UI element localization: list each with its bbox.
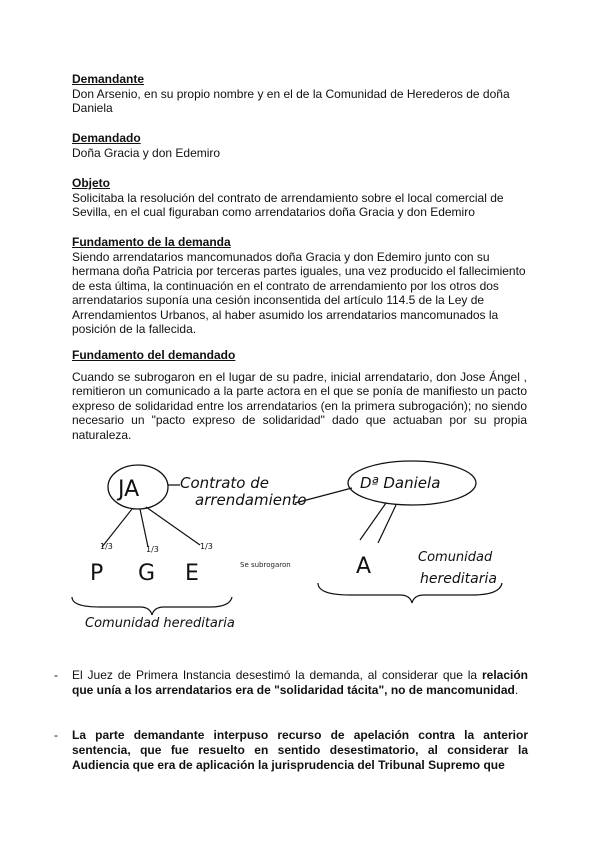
bullet-juez-bold: relación que unía a los arrendatarios era de "solidaridad tácita", no de mancomunidad [72, 668, 528, 697]
child-p-label: P [90, 561, 104, 586]
subrogaron-note: Se subrogaron [240, 561, 291, 569]
section-objeto [72, 176, 527, 220]
child-e-label: E [185, 561, 199, 586]
heading-fundamento-demanda: Fundamento de la demanda [72, 235, 231, 249]
heading-objeto: Objeto [72, 176, 110, 190]
section-demandado [72, 131, 527, 160]
bullet-juez [54, 668, 528, 698]
text-demandado: Doña Gracia y don Edemiro [72, 145, 221, 160]
bullet-juez-text [72, 668, 528, 698]
fraction-e: 1/3 [200, 542, 213, 551]
bullet-apelacion-bold: La parte demandante interpuso recurso de apelación contra la anterior sentencia, que fue resuelto en sentido desestimatorio, al considerar la Audiencia que era de aplicación la jurisprudencia del Tribunal Supremo que [72, 728, 528, 772]
child-line-g [140, 509, 148, 547]
node-ja-label: JA [118, 477, 140, 502]
child-line-e [146, 507, 200, 545]
link-label-2: arrendamiento [195, 491, 307, 509]
bullet-apelacion-text [72, 728, 528, 773]
right-label-2: hereditaria [420, 571, 497, 587]
bullet-dash: - [54, 728, 58, 742]
node-daniela-label: Dª Daniela [360, 474, 441, 492]
link-label-1: Contrato de [180, 474, 269, 492]
child-a-label: A [356, 554, 372, 579]
heading-demandante: Demandante [72, 72, 145, 86]
heading-fundamento-demandado: Fundamento del demandado [72, 348, 236, 362]
left-group-label: Comunidad hereditaria [85, 616, 235, 631]
text-fundamento-demanda: Siendo arrendatarios mancomunados doña Gracia y don Edemiro junto con su hermana doña Patricia por terceras partes iguales, una vez producido el fallecimiento de esta última, la continuación en el contrato de arrendamiento por los otros dos arrendatarios suponía una cesión inconsentida del artículo 114.5 de la Ley de Arrendamientos Urbanos, al haber asumido los arrendatarios mancomunados la posición de la fallecida. [72, 249, 526, 336]
section-fundamento-demandado [72, 348, 527, 442]
child-g-label: G [138, 561, 156, 586]
fraction-g: 1/3 [146, 545, 159, 554]
right-label-1: Comunidad [418, 550, 493, 565]
heading-demandado: Demandado [72, 131, 141, 145]
section-fundamento-demanda [72, 235, 527, 337]
bullet-dash: - [54, 668, 58, 682]
text-demandante: Don Arsenio, en su propio nombre y en el de la Comunidad de Herederos de doña Daniela [72, 86, 510, 115]
text-fundamento-demandado: Cuando se subrogaron en el lugar de su padre, inicial arrendatario, don Jose Ángel , remitieron un comunicado a la parte actora en el que se ponía de manifiesto un pacto expreso de solidaridad entre los arrendatarios (en la primera subrogación); no siendo necesario un "pacto expreso de solidaridad" dado que actuaban por su propia naturaleza. [72, 369, 527, 442]
fraction-p: 1/3 [100, 542, 113, 551]
text-objeto: Solicitaba la resolución del contrato de arrendamiento sobre el local comercial de Sevilla, en el cual figuraban como arrendatarios doña Gracia y don Edemiro [72, 190, 504, 219]
left-brace [72, 597, 232, 615]
bullet-juez-normal: El Juez de Primera Instancia desestimó la demanda, al considerar que la [72, 668, 482, 682]
bullet-apelacion [54, 728, 528, 773]
bullet-juez-end: . [514, 683, 519, 697]
child-line-a [360, 503, 396, 543]
section-demandante [72, 72, 527, 116]
handdrawn-diagram [60, 455, 540, 645]
